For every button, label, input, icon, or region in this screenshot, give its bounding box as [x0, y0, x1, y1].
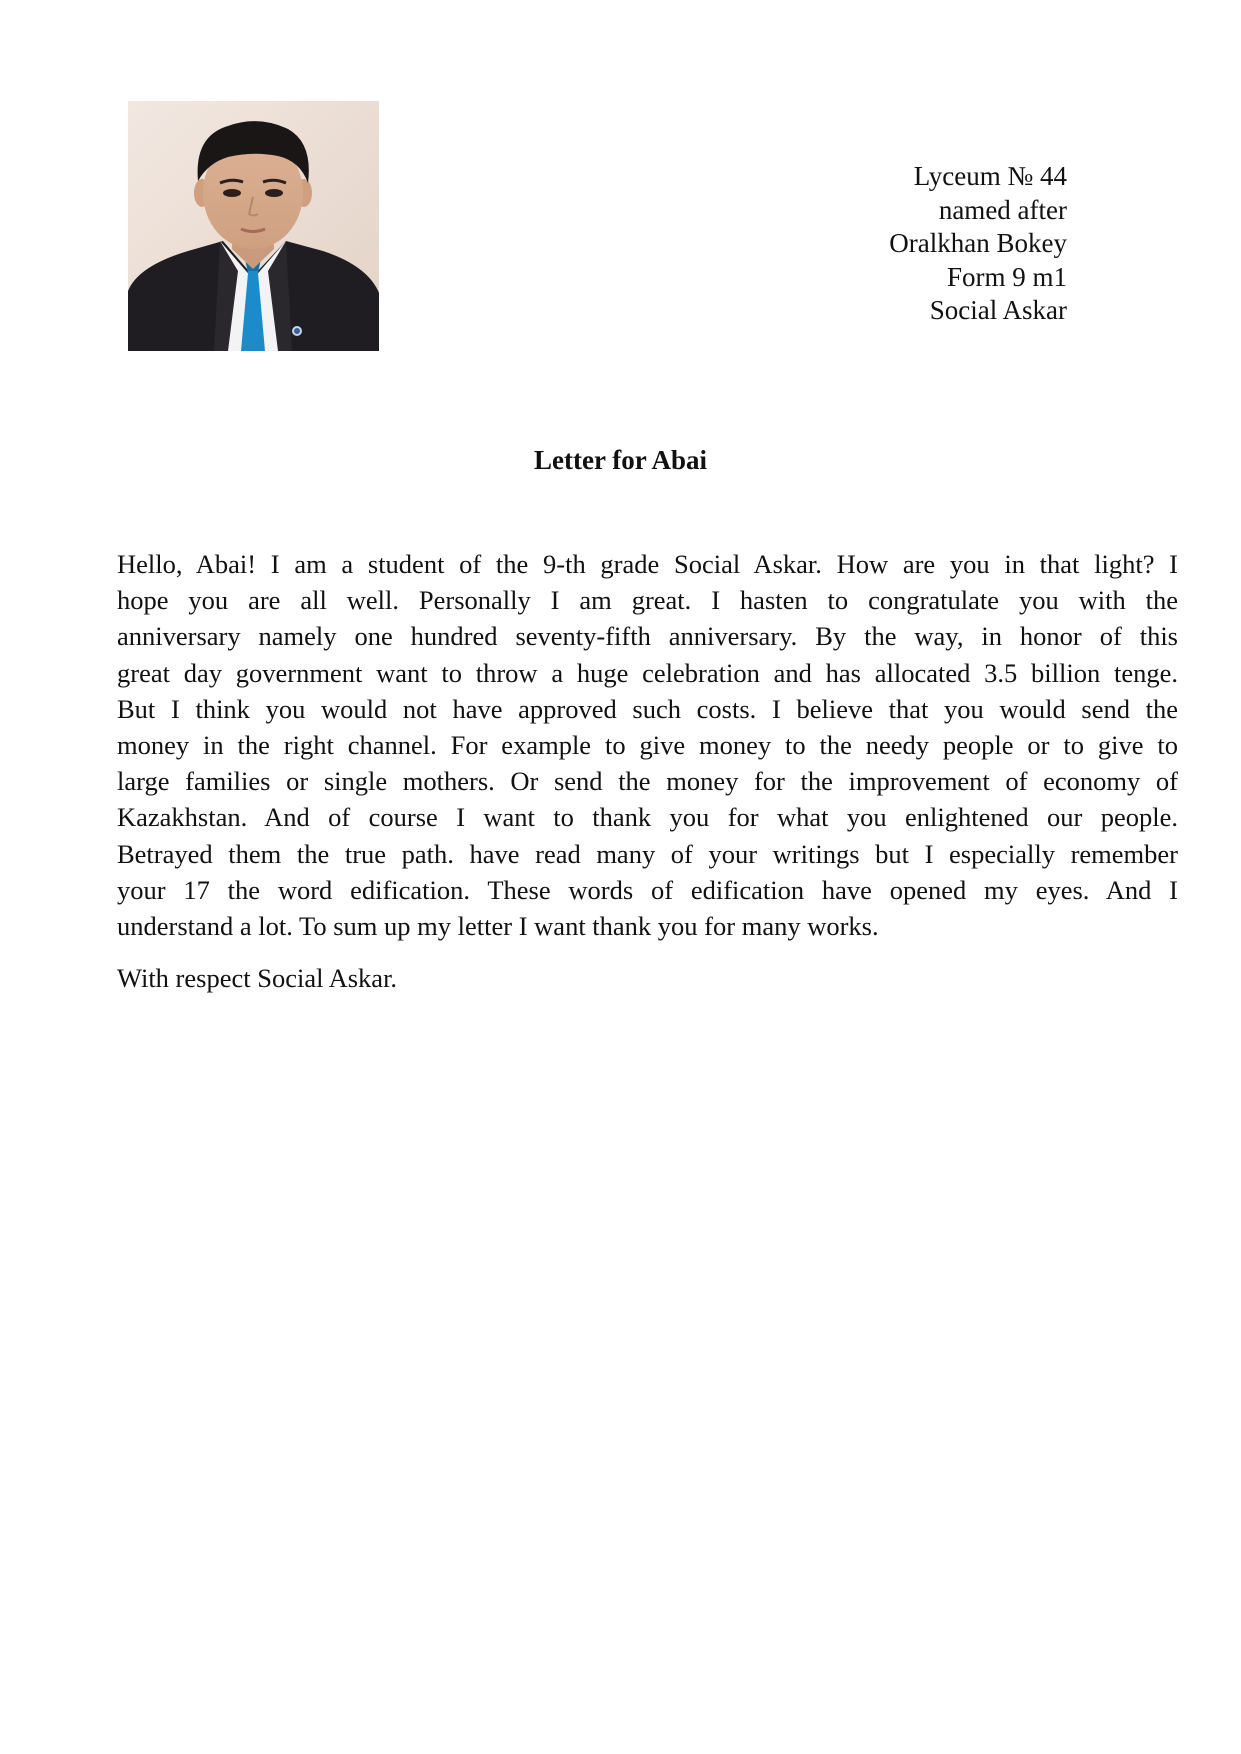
school-name-line: Lyceum № 44 — [913, 161, 1067, 191]
form-line: Form 9 m1 — [946, 261, 1067, 292]
namesake-line: Oralkhan Bokey — [889, 228, 1067, 258]
school-info-block — [889, 160, 1067, 328]
body-line: Hello, Abai! I am a student of the 9-th grade Social Askar. How are you in that light? I — [117, 549, 1178, 579]
body-line: understand a lot. To sum up my letter I want thank you for many works. — [117, 911, 879, 942]
body-line: But I think you would not have approved such costs. I believe that you would send the — [117, 693, 1178, 724]
named-after-line: named after — [938, 194, 1067, 225]
letter-body — [117, 546, 1178, 944]
body-line: your 17 the word edification. These words of edification have opened my eyes. And I — [117, 874, 1178, 905]
body-line: large families or single mothers. Or send the money for the improvement of economy of — [117, 766, 1178, 797]
letter-closing: With respect Social Askar. — [117, 963, 398, 993]
author-line: Social Askar — [929, 295, 1067, 325]
body-line: Betrayed them the true path. have read many of your writings but I especially remember — [117, 838, 1178, 869]
body-line: Kazakhstan. And of course I want to thank you for what you enlightened our people. — [117, 802, 1178, 833]
student-portrait-icon — [128, 101, 379, 351]
body-line: hope you are all well. Personally I am great. I hasten to congratulate you with the — [117, 585, 1178, 616]
student-photo — [128, 101, 379, 351]
body-line: anniversary namely one hundred seventy-fifth anniversary. By the way, in honor of this — [117, 621, 1178, 652]
letter-title: Letter for Abai — [534, 445, 707, 475]
body-line: money in the right channel. For example to give money to the needy people or to give to — [117, 730, 1178, 761]
body-line: great day government want to throw a huge celebration and has allocated 3.5 billion tenge. — [117, 657, 1178, 688]
